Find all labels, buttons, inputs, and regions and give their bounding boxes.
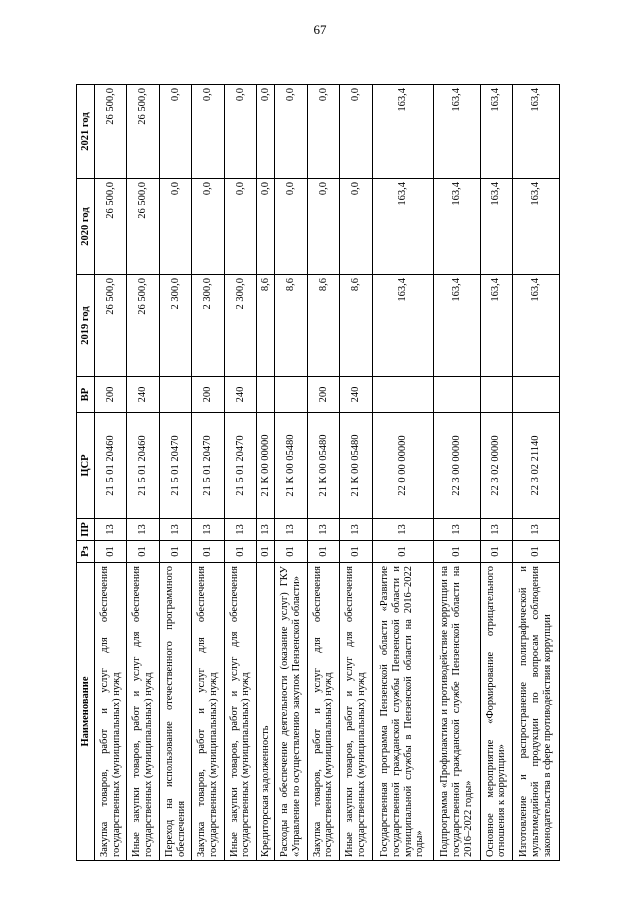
- budget-table: [76, 84, 560, 861]
- row-vr: [480, 377, 512, 413]
- row-name: Расходы на обеспечение деятельности (оказание услуг) ГКУ «Управление по осуществлению закупок Пензенской области»: [275, 563, 307, 861]
- row-pr: 13: [372, 519, 433, 541]
- row-2021: 0,0: [192, 85, 224, 179]
- row-2019: 8,6: [275, 275, 307, 377]
- row-pr: 13: [433, 519, 480, 541]
- table-row: [275, 85, 307, 861]
- row-vr: 200: [192, 377, 224, 413]
- table-row: [433, 85, 480, 861]
- row-csr: 21 К 00 05480: [340, 413, 372, 519]
- row-rz: 01: [340, 541, 372, 563]
- row-csr: 21 К 00 00000: [257, 413, 275, 519]
- row-name: Закупка товаров, работ и услуг для обеспечения государственных (муниципальных) нужд: [192, 563, 224, 861]
- table-row: [95, 85, 127, 861]
- table-row: [372, 85, 433, 861]
- header-rz: Рз: [77, 541, 95, 563]
- row-2021: 0,0: [340, 85, 372, 179]
- row-pr: 13: [513, 519, 560, 541]
- row-2021: 26 500,0: [95, 85, 127, 179]
- header-2019: 2019 год: [77, 275, 95, 377]
- row-name: Подпрограмма «Профилактика и противодействие коррупции на государственной гражданской службе Пензенской области на 2016–2022 годы»: [433, 563, 480, 861]
- row-name: Переход на использование отечественного программного обеспечения: [159, 563, 191, 861]
- row-2021: 0,0: [275, 85, 307, 179]
- row-2020: 163,4: [372, 179, 433, 275]
- header-pr: ПР: [77, 519, 95, 541]
- row-vr: [159, 377, 191, 413]
- row-pr: 13: [480, 519, 512, 541]
- row-2019: 8,6: [257, 275, 275, 377]
- row-rz: 01: [307, 541, 339, 563]
- row-csr: 21 5 01 20470: [224, 413, 256, 519]
- row-2020: 0,0: [275, 179, 307, 275]
- row-pr: 13: [127, 519, 159, 541]
- rotated-table-container: [76, 85, 560, 861]
- row-2019: 2 300,0: [159, 275, 191, 377]
- row-rz: 01: [480, 541, 512, 563]
- header-2020: 2020 год: [77, 179, 95, 275]
- row-2020: 0,0: [224, 179, 256, 275]
- row-2019: 2 300,0: [224, 275, 256, 377]
- row-2019: 8,6: [340, 275, 372, 377]
- row-vr: [513, 377, 560, 413]
- row-2019: 2 300,0: [192, 275, 224, 377]
- row-vr: 240: [127, 377, 159, 413]
- table-row: [340, 85, 372, 861]
- row-2020: 0,0: [307, 179, 339, 275]
- row-pr: 13: [307, 519, 339, 541]
- row-csr: 22 0 00 00000: [372, 413, 433, 519]
- header-2021: 2021 год: [77, 85, 95, 179]
- row-csr: 21 5 01 20470: [192, 413, 224, 519]
- row-rz: 01: [372, 541, 433, 563]
- row-rz: 01: [275, 541, 307, 563]
- row-2019: 26 500,0: [127, 275, 159, 377]
- row-vr: [257, 377, 275, 413]
- row-2019: 163,4: [372, 275, 433, 377]
- row-rz: 01: [224, 541, 256, 563]
- row-rz: 01: [513, 541, 560, 563]
- row-2020: 0,0: [257, 179, 275, 275]
- row-2020: 0,0: [159, 179, 191, 275]
- row-name: Иные закупки товаров, работ и услуг для обеспечения государственных (муниципальных) нужд: [127, 563, 159, 861]
- row-2020: 163,4: [433, 179, 480, 275]
- row-2020: 163,4: [480, 179, 512, 275]
- row-name: Закупка товаров, работ и услуг для обеспечения государственных (муниципальных) нужд: [95, 563, 127, 861]
- table-row: [192, 85, 224, 861]
- row-csr: 21 5 01 20470: [159, 413, 191, 519]
- table-row: [513, 85, 560, 861]
- row-2020: 0,0: [192, 179, 224, 275]
- row-rz: 01: [433, 541, 480, 563]
- row-vr: 240: [340, 377, 372, 413]
- row-2021: 0,0: [159, 85, 191, 179]
- table-row: [127, 85, 159, 861]
- row-csr: 22 3 02 00000: [480, 413, 512, 519]
- row-name: Изготовление и распространение полиграфической и мультимедийной продукции по вопросам соблюдения законодательства в сфере противодействия коррупции: [513, 563, 560, 861]
- row-rz: 01: [95, 541, 127, 563]
- row-2020: 0,0: [340, 179, 372, 275]
- row-2021: 163,4: [372, 85, 433, 179]
- row-pr: 13: [192, 519, 224, 541]
- header-name: Наименование: [77, 563, 95, 861]
- table-row: [307, 85, 339, 861]
- row-2019: 26 500,0: [95, 275, 127, 377]
- row-2019: 8,6: [307, 275, 339, 377]
- row-csr: 21 К 00 05480: [275, 413, 307, 519]
- row-2021: 163,4: [513, 85, 560, 179]
- header-vr: ВР: [77, 377, 95, 413]
- table-row: [257, 85, 275, 861]
- row-vr: [433, 377, 480, 413]
- row-name: Кредиторская задолженность: [257, 563, 275, 861]
- row-2019: 163,4: [480, 275, 512, 377]
- row-pr: 13: [257, 519, 275, 541]
- row-2021: 0,0: [257, 85, 275, 179]
- row-pr: 13: [95, 519, 127, 541]
- row-csr: 21 5 01 20460: [127, 413, 159, 519]
- row-2019: 163,4: [513, 275, 560, 377]
- header-csr: ЦСР: [77, 413, 95, 519]
- row-rz: 01: [159, 541, 191, 563]
- page-number: 67: [313, 22, 327, 37]
- table-body: [95, 85, 560, 861]
- table-row: [224, 85, 256, 861]
- row-pr: 13: [340, 519, 372, 541]
- row-2020: 163,4: [513, 179, 560, 275]
- table-row: [159, 85, 191, 861]
- row-name: Закупка товаров, работ и услуг для обеспечения государственных (муниципальных) нужд: [307, 563, 339, 861]
- row-rz: 01: [192, 541, 224, 563]
- row-vr: 200: [307, 377, 339, 413]
- row-csr: 22 3 00 00000: [433, 413, 480, 519]
- row-2020: 26 500,0: [95, 179, 127, 275]
- row-vr: 240: [224, 377, 256, 413]
- row-pr: 13: [275, 519, 307, 541]
- row-pr: 13: [224, 519, 256, 541]
- row-name: Государственная программа Пензенской области «Развитие государственной гражданской службы Пензенской области и муниципальной службы в Пензенской области на 2016–2022 годы»: [372, 563, 433, 861]
- row-pr: 13: [159, 519, 191, 541]
- row-csr: 21 5 01 20460: [95, 413, 127, 519]
- row-csr: 21 К 00 05480: [307, 413, 339, 519]
- row-name: Иные закупки товаров, работ и услуг для обеспечения государственных (муниципальных) нужд: [224, 563, 256, 861]
- row-name: Иные закупки товаров, работ и услуг для обеспечения государственных (муниципальных) нужд: [340, 563, 372, 861]
- row-2021: 0,0: [224, 85, 256, 179]
- row-2019: 163,4: [433, 275, 480, 377]
- row-rz: 01: [257, 541, 275, 563]
- row-2021: 163,4: [433, 85, 480, 179]
- row-2021: 26 500,0: [127, 85, 159, 179]
- row-csr: 22 3 02 21140: [513, 413, 560, 519]
- row-name: Основное мероприятие «Формирование отрицательного отношения к коррупции»: [480, 563, 512, 861]
- row-vr: [275, 377, 307, 413]
- row-2021: 0,0: [307, 85, 339, 179]
- row-vr: 200: [95, 377, 127, 413]
- row-2021: 163,4: [480, 85, 512, 179]
- row-rz: 01: [127, 541, 159, 563]
- table-header-row: [77, 85, 95, 861]
- table-row: [480, 85, 512, 861]
- row-2020: 26 500,0: [127, 179, 159, 275]
- row-vr: [372, 377, 433, 413]
